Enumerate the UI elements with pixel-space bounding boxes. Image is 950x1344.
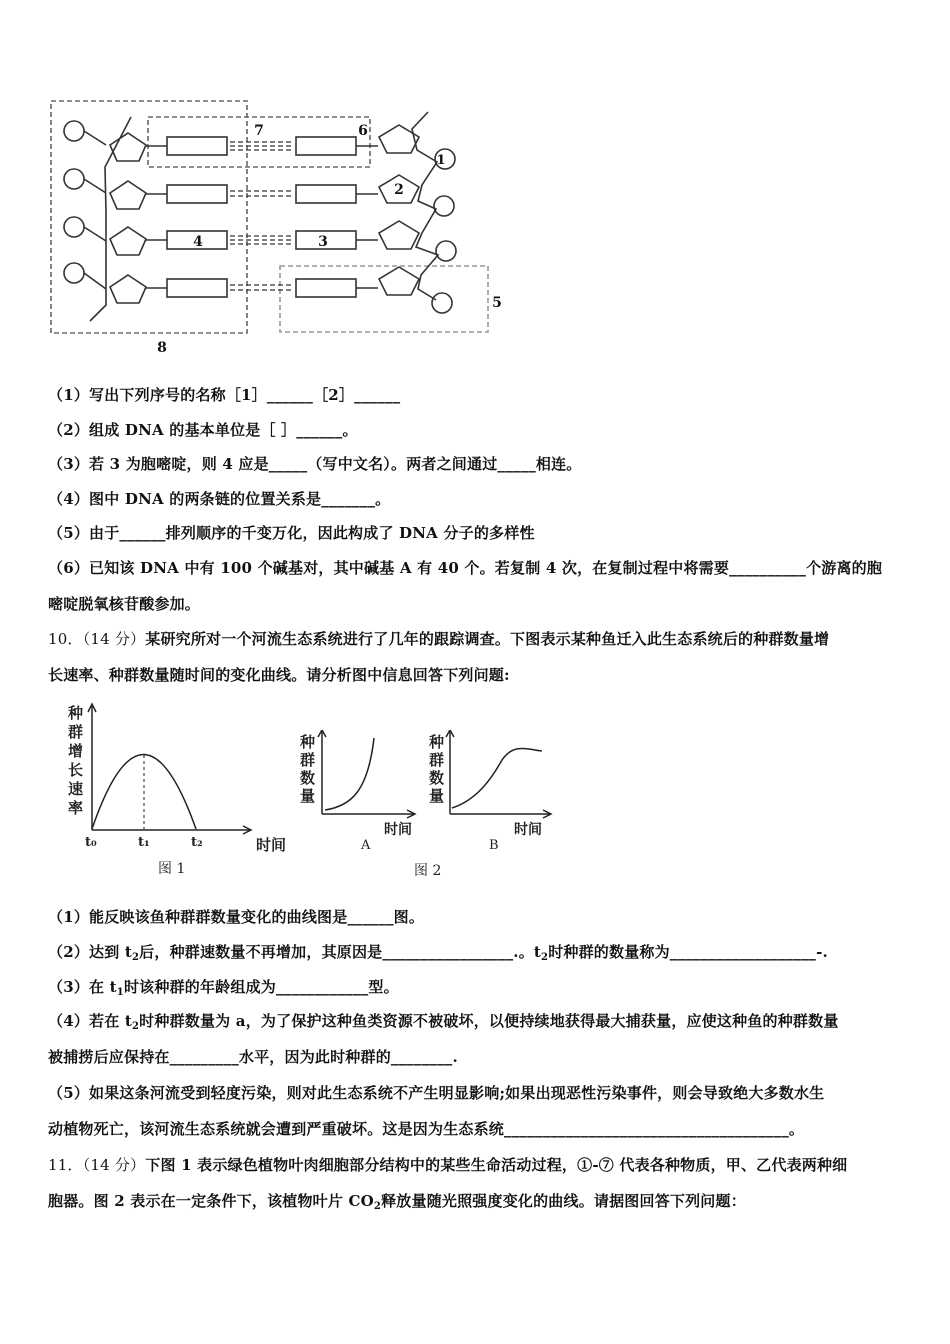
fig2a-label: A: [361, 838, 371, 853]
q10-part3: [48, 976, 399, 998]
q11-intro: [48, 1154, 847, 1175]
label-5: 5: [492, 295, 502, 311]
fig1-caption: 图 1: [158, 861, 186, 877]
label-2: 2: [394, 182, 404, 198]
dna-structure-diagram: [40, 95, 520, 360]
fig1-ylabel-6: 率: [68, 799, 84, 817]
q10-part5: （5）如果这条河流受到轻度污染，则对此生态系统不产生明显影响;如果出现恶性污染事件，则会导致绝大多数水生: [48, 1084, 825, 1102]
q10-score: （14 分）: [82, 630, 146, 648]
label-7: 7: [254, 123, 264, 139]
fig2b-ylabel-2: 群: [429, 751, 445, 769]
q10-intro-text: 某研究所对一个河流生态系统进行了几年的跟踪调查。下图表示某种鱼迁入此生态系统后的种群数量增: [145, 630, 830, 648]
fig1-t2: t₂: [191, 835, 203, 850]
label-1: 1: [436, 153, 446, 168]
label-8: 8: [157, 340, 167, 356]
q9-part6-cont: 嘧啶脱氧核苷酸参加。: [48, 595, 201, 613]
fig2a-j-curve: [325, 738, 374, 810]
q9-part5: （5）由于______排列顺序的千变万化，因此构成了 DNA 分子的多样性: [48, 524, 535, 542]
q10-part2-c: 时种群的数量称为___________________-.: [548, 943, 828, 961]
fig1-t0: t₀: [85, 835, 97, 850]
q10-intro-cont: 长速率、种群数量随时间的变化曲线。请分析图中信息回答下列问题:: [48, 666, 510, 684]
fig2b-ylabel-1: 种: [429, 733, 445, 751]
q11-intro-b-a: 胞器。图 2 表示在一定条件下，该植物叶片 CO: [48, 1192, 374, 1210]
label-3: 3: [318, 234, 328, 250]
q11-intro-b-sub: 2: [373, 1201, 382, 1212]
fig2a-ylabel-1: 种: [300, 733, 316, 751]
fig2a-ylabel-3: 数: [300, 769, 316, 787]
fig2b-label: B: [489, 838, 499, 853]
fig1-xlabel: 时间: [256, 836, 287, 854]
fig1-ylabel-3: 增: [68, 742, 84, 760]
figure-1-growth-rate: [60, 700, 300, 885]
q10-part1: （1）能反映该鱼种群群数量变化的曲线图是______图。: [48, 908, 425, 926]
q11-intro-text: 下图 1 表示绿色植物叶肉细胞部分结构中的某些生命活动过程，①-⑦ 代表各种物质，甲、乙代表两种细: [145, 1156, 848, 1174]
fig2b-s-curve: [452, 748, 542, 808]
fig2b-ylabel-4: 量: [429, 787, 445, 805]
label-6: 6: [358, 123, 368, 139]
fig1-t1: t₁: [138, 835, 150, 850]
q10-part3-b: 时该种群的年龄组成为____________型。: [123, 978, 399, 996]
q9-part6: （6）已知该 DNA 中有 100 个碱基对，其中碱基 A 有 40 个。若复制 4 次，在复制过程中将需要__________个游离的胞: [48, 559, 883, 577]
fig2a-xlabel: 时间: [384, 822, 412, 838]
q10-part4-a: （4）若在 t: [48, 1012, 132, 1030]
q11-score: （14 分）: [82, 1156, 146, 1174]
q10-part4-sub: 2: [132, 1021, 140, 1032]
q9-part2: （2）组成 DNA 的基本单位是［ ］______。: [48, 421, 358, 439]
q10-part5-cont: 动植物死亡，该河流生态系统就会遭到严重破坏。这是因为生态系统_____________________________________。: [48, 1120, 805, 1138]
fig2b-xlabel: 时间: [514, 822, 542, 838]
fig2-caption: 图 2: [414, 863, 442, 879]
q10-part2: [48, 941, 828, 963]
fig1-ylabel-2: 群: [68, 723, 84, 741]
fig2b-ylabel-3: 数: [429, 769, 445, 787]
q10-part3-a: （3）在 t: [48, 978, 117, 996]
q9-part4: （4）图中 DNA 的两条链的位置关系是_______。: [48, 490, 391, 508]
box-8: [51, 101, 247, 333]
q10-part4-b: 时种群数量为 a，为了保护这种鱼类资源不被破坏，以便持续地获得最大捕获量，应使这种鱼的种群数量: [139, 1012, 839, 1030]
q10-number: 10．: [48, 630, 83, 648]
q9-part1: （1）写出下列序号的名称［1］______［2］______: [48, 386, 401, 404]
q10-part4: [48, 1010, 839, 1032]
q11-number: 11．: [48, 1156, 83, 1174]
q10-part3-sub: 1: [116, 987, 124, 998]
figure-2-population: [292, 730, 562, 885]
q10-intro: [48, 628, 829, 649]
q10-part2-sub1: 2: [132, 952, 140, 963]
q10-part4-cont: 被捕捞后应保持在_________水平，因为此时种群的________.: [48, 1048, 458, 1066]
q10-part2-sub2: 2: [541, 952, 549, 963]
fig1-ylabel-5: 速: [68, 780, 84, 798]
fig2a-ylabel-4: 量: [300, 787, 316, 805]
q11-intro-b-c: 释放量随光照强度变化的曲线。请据图回答下列问题：: [381, 1192, 746, 1210]
q11-intro-cont: [48, 1190, 746, 1212]
label-4: 4: [193, 234, 203, 250]
fig2a-ylabel-2: 群: [300, 751, 316, 769]
q9-part3: （3）若 3 为胞嘧啶，则 4 应是_____（写中文名）。两者之间通过_____相连。: [48, 455, 582, 473]
q10-part2-b: 后，种群速数量不再增加，其原因是_________________.。t: [139, 943, 542, 961]
fig1-ylabel-4: 长: [68, 761, 84, 779]
q10-part2-a: （2）达到 t: [48, 943, 132, 961]
fig1-ylabel-1: 种: [68, 704, 84, 722]
